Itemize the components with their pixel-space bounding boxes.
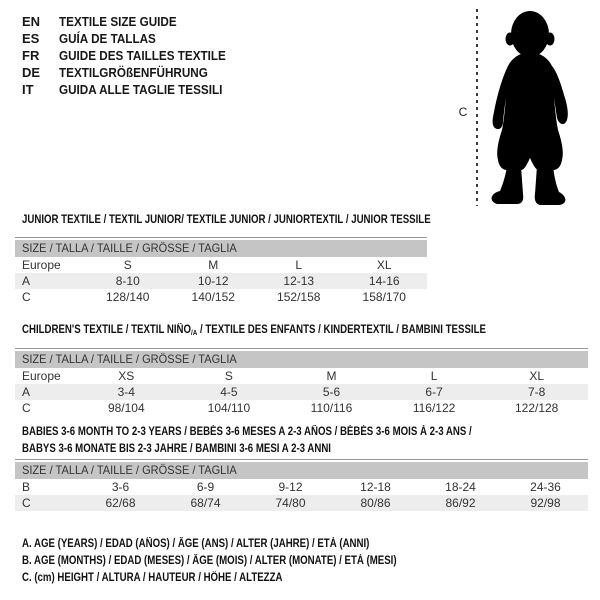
age-cell: 5-6 <box>322 385 341 399</box>
lang-title: GUIDE DES TAILLES TEXTILE <box>59 48 226 63</box>
size-cell: XL <box>376 258 392 272</box>
height-cell: 86/92 <box>445 496 476 510</box>
row-label: C <box>22 401 31 415</box>
table-row <box>15 368 588 384</box>
height-cell: 62/68 <box>105 496 136 510</box>
age-cell: 10-12 <box>197 274 229 288</box>
size-cell: M <box>208 258 219 272</box>
table-row <box>15 400 588 416</box>
size-header-row: SIZE / TALLA / TAILLE / GRÖSSE / TAGLIA <box>15 462 588 479</box>
note-a: A. AGE (YEARS) / EDAD (AÑOS) / ÂGE (ANS) / ALTER (JAHRE) / ETÀ (ANNI) <box>22 538 370 550</box>
height-cell: 74/80 <box>275 496 306 510</box>
size-cell: XL <box>529 369 545 383</box>
children-size-table <box>15 348 588 416</box>
babies-section-title-line2: BABYS 3-6 MONATE BIS 2-3 JAHRE / BAMBINI 3-6 MESI A 2-3 ANNI <box>22 443 331 455</box>
row-label: C <box>22 496 31 510</box>
lang-title: GUIDA ALLE TAGLIE TESSILI <box>59 82 223 97</box>
height-cell: 122/128 <box>514 401 559 415</box>
lang-row-de <box>22 64 244 81</box>
babies-size-table <box>15 459 588 511</box>
size-cell: M <box>326 369 337 383</box>
lang-code: ES <box>22 31 40 46</box>
height-cell: 110/116 <box>310 401 353 415</box>
size-header-row: SIZE / TALLA / TAILLE / GRÖSSE / TAGLIA <box>15 351 588 368</box>
height-cell: 140/152 <box>191 290 235 304</box>
size-cell: L <box>295 258 303 272</box>
lang-code: EN <box>22 14 41 29</box>
height-cell: 104/110 <box>207 401 251 415</box>
height-cell: 116/122 <box>412 401 456 415</box>
height-cell: 152/158 <box>277 290 321 304</box>
language-title-list <box>22 13 244 98</box>
age-cell: 24-36 <box>530 480 561 494</box>
age-cell: 4-5 <box>220 385 238 399</box>
row-label: A <box>22 385 31 399</box>
height-measure-dotted-line <box>476 9 478 206</box>
junior-section-title: JUNIOR TEXTILE / TEXTIL JUNIOR/ TEXTILE JUNIOR / JUNIORTEXTIL / JUNIOR TESSILE <box>22 214 431 226</box>
note-b: B. AGE (MONTHS) / EDAD (MESES) / ÂGE (MOIS) / ALTER (MONATE) / ETÀ (MESI) <box>22 555 397 567</box>
size-header-row: SIZE / TALLA / TAILLE / GRÖSSE / TAGLIA <box>15 240 427 257</box>
lang-title: TEXTILGRÖßENFÜHRUNG <box>59 65 208 80</box>
height-cell: 80/86 <box>360 496 391 510</box>
age-cell: 6-7 <box>425 385 443 399</box>
size-cell: S <box>123 258 132 272</box>
row-label: Europe <box>22 369 61 383</box>
children-section-title: CHILDREN'S TEXTILE / TEXTIL NIÑO/A / TEXTILE DES ENFANTS / KINDERTEXTIL / BAMBINI TESSILE <box>22 324 486 337</box>
size-cell: L <box>430 369 438 383</box>
age-cell: 8-10 <box>115 274 140 288</box>
lang-code: DE <box>22 65 41 80</box>
title-subscript: /A <box>191 328 198 337</box>
height-cell: 98/104 <box>107 401 145 415</box>
size-cell: XS <box>118 369 135 383</box>
table-row <box>15 273 427 289</box>
table-row <box>15 289 427 305</box>
lang-row-it <box>22 81 244 98</box>
age-cell: 18-24 <box>445 480 476 494</box>
lang-code: IT <box>22 82 34 97</box>
lang-row-es <box>22 30 244 47</box>
table-row <box>15 479 588 495</box>
lang-title: GUÍA DE TALLAS <box>59 31 156 46</box>
row-label: Europe <box>22 258 61 272</box>
age-cell: 12-18 <box>360 480 391 494</box>
row-label: A <box>22 274 31 288</box>
baby-silhouette-icon <box>487 8 591 207</box>
table-row <box>15 495 588 511</box>
size-cell: S <box>224 369 233 383</box>
age-cell: 6-9 <box>196 480 215 494</box>
table-top-rule <box>15 348 588 349</box>
lang-row-fr <box>22 47 244 64</box>
height-cell: 158/170 <box>362 290 406 304</box>
age-cell: 3-6 <box>111 480 130 494</box>
height-measure-label: C <box>458 105 468 119</box>
lang-title: TEXTILE SIZE GUIDE <box>59 14 177 29</box>
height-cell: 128/140 <box>106 290 150 304</box>
row-label: B <box>22 480 31 494</box>
legend-notes <box>22 536 468 587</box>
age-cell: 14-16 <box>368 274 400 288</box>
row-label: C <box>22 290 31 304</box>
table-row <box>15 384 588 400</box>
table-top-rule <box>15 459 588 460</box>
age-cell: 9-12 <box>278 480 303 494</box>
babies-section-title-line1: BABIES 3-6 MONTH TO 2-3 YEARS / BEBÉS 3-6 MESES A 2-3 AÑOS / BÉBÉS 3-6 MOIS À 2-3 ANS / <box>22 426 472 438</box>
lang-code: FR <box>22 48 40 63</box>
height-cell: 92/98 <box>530 496 561 510</box>
age-cell: 12-13 <box>283 274 315 288</box>
junior-size-table <box>15 237 427 305</box>
note-c: C. (cm) HEIGHT / ALTURA / HAUTEUR / HÖHE / ALTEZZA <box>22 572 283 584</box>
table-top-rule <box>15 237 427 238</box>
age-cell: 3-4 <box>117 385 135 399</box>
age-cell: 7-8 <box>528 385 546 399</box>
lang-row-en <box>22 13 244 30</box>
height-cell: 68/74 <box>190 496 221 510</box>
table-row <box>15 257 427 273</box>
